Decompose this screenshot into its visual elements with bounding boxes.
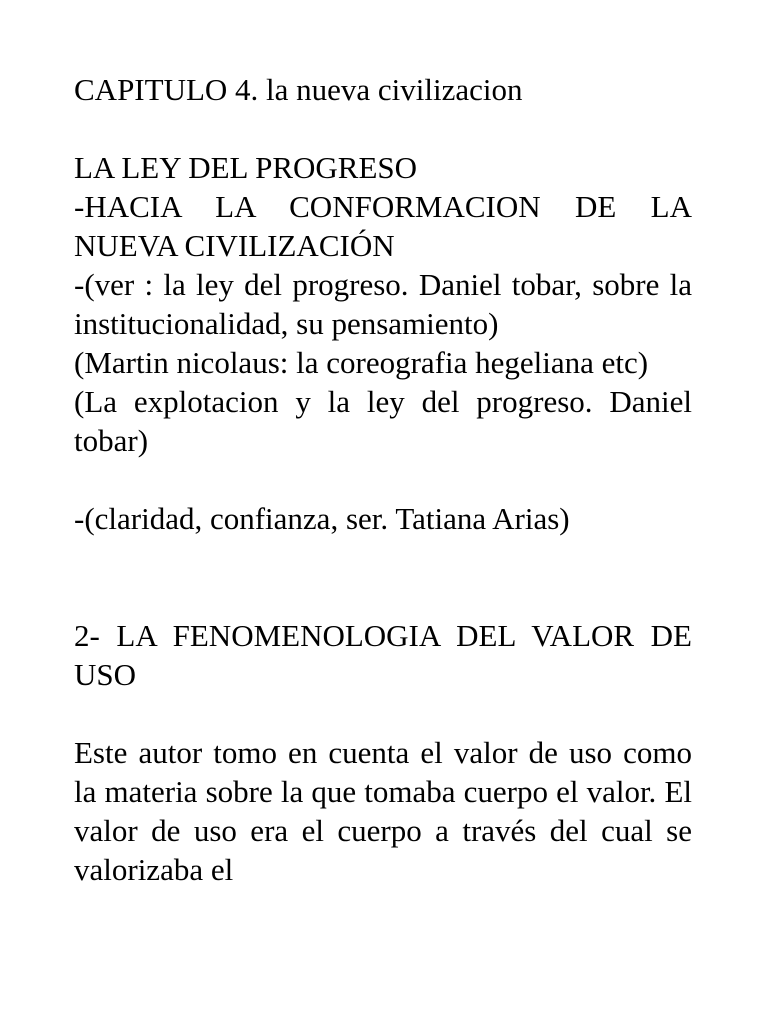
spacer (74, 460, 692, 499)
spacer (74, 538, 692, 616)
spacer (74, 109, 692, 148)
section2-title: 2- LA FENOMENOLOGIA DEL VALOR DE USO (74, 618, 692, 692)
section1-title: LA LEY DEL PROGRESO (74, 150, 418, 185)
section1-note-2: (Martin nicolaus: la coreografia hegeliana etc) (74, 345, 649, 380)
section2-paragraph: Este autor tomo en cuenta el valor de uso como la materia sobre la que tomaba cuerpo el valor. El valor de uso era el cuerpo a través del cual se valorizaba el (74, 735, 692, 887)
spacer (74, 694, 692, 733)
section1-subtitle: -HACIA LA CONFORMACION DE LA NUEVA CIVILIZACIÓN (74, 189, 692, 263)
section1-note-1: -(ver : la ley del progreso. Daniel tobar, sobre la institucionalidad, su pensamiento) (74, 267, 692, 341)
document-page (74, 70, 692, 889)
section1-note-3: (La explotacion y la ley del progreso. Daniel tobar) (74, 384, 692, 458)
chapter-heading: CAPITULO 4. la nueva civilizacion (74, 72, 523, 107)
section1-note-4: -(claridad, confianza, ser. Tatiana Arias) (74, 501, 570, 536)
